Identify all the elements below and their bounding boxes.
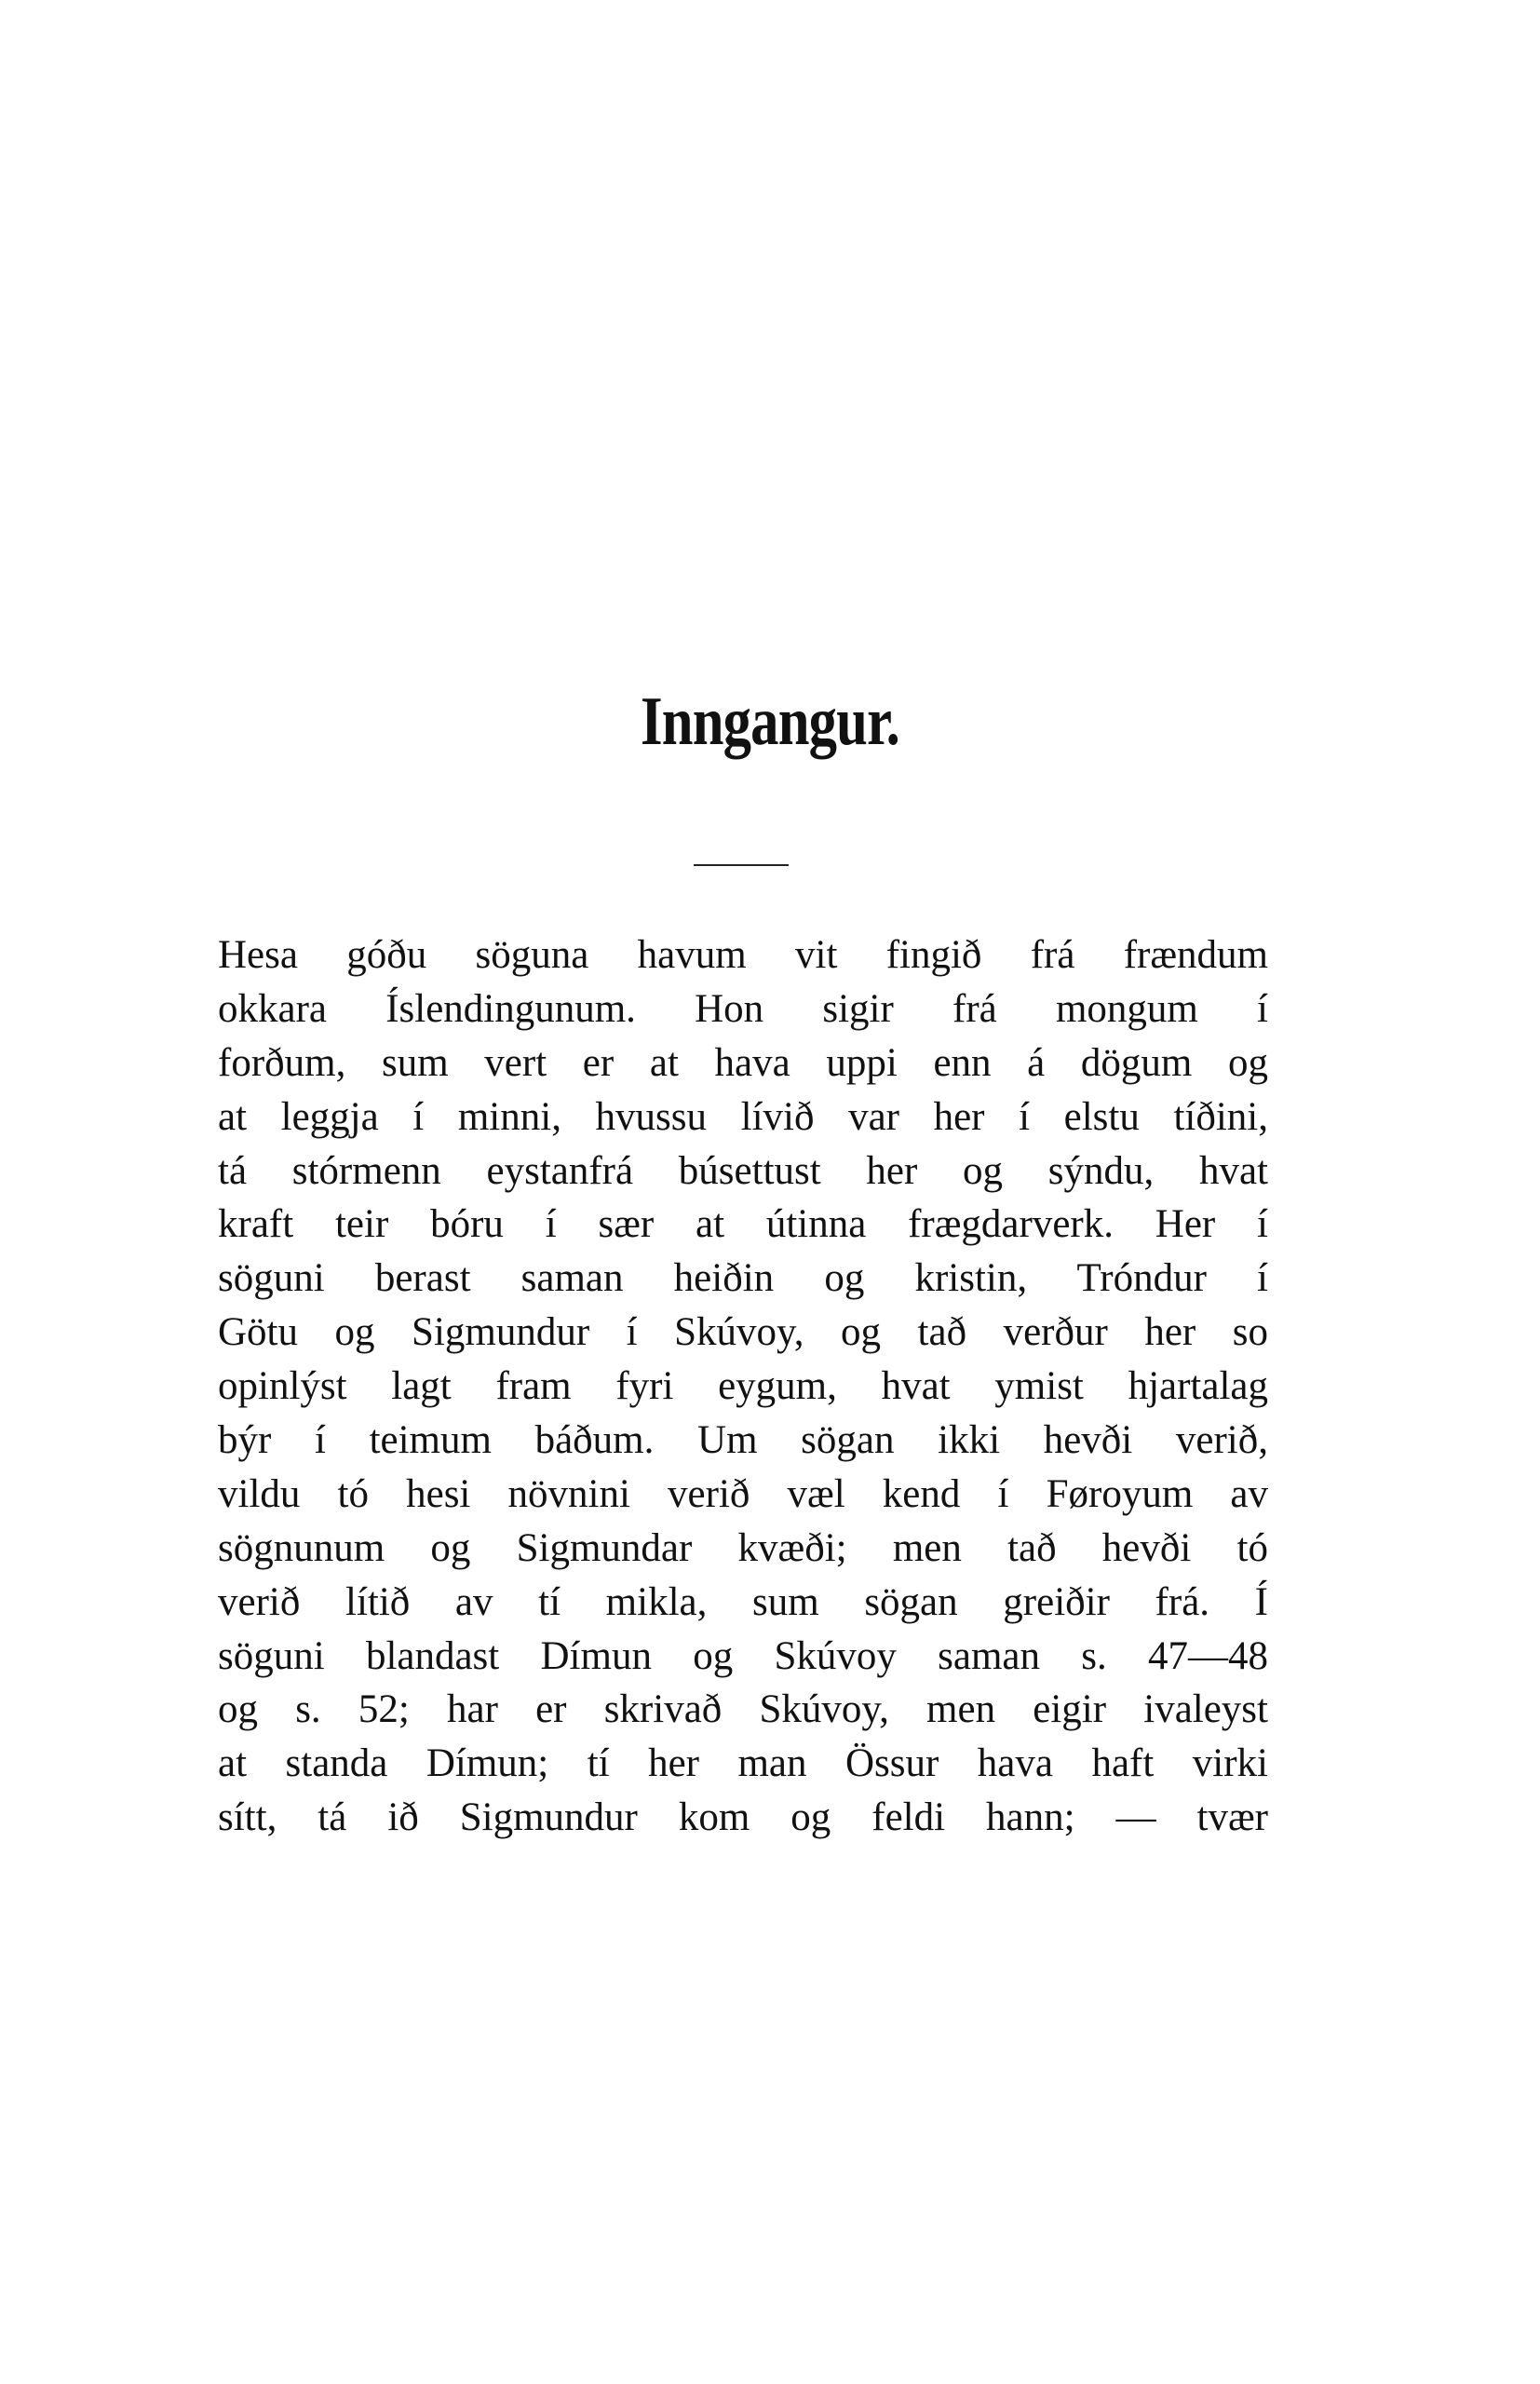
text-line: Götu og Sigmundur í Skúvoy, og tað verður her so [218,1310,1268,1355]
text-line: sögnunum og Sigmundar kvæði; men tað hevði tó [218,1525,1268,1570]
text-line: forðum, sum vert er at hava uppi enn á dögum og [218,1040,1268,1085]
text-line: at leggja í minni, hvussu lívið var her í elstu tíðini, [218,1094,1268,1139]
text-line: Hesa góðu söguna havum vit fingið frá frændum [218,933,1268,977]
text-line: tá stórmenn eystanfrá búsettust her og sýndu, hvat [218,1148,1268,1193]
text-line: verið lítið av tí mikla, sum sögan greiðir frá. Í [218,1579,1268,1624]
text-line: okkara Íslendingunum. Hon sigir frá mongum í [218,986,1268,1031]
text-line: og s. 52; har er skrivað Skúvoy, men eigir ivaleyst [218,1687,1268,1732]
text-line: kraft teir bóru í sær at útinna frægdarverk. Her í [218,1202,1268,1247]
text-line: býr í teimum báðum. Um sögan ikki hevði verið, [218,1418,1268,1463]
text-line: sítt, tá ið Sigmundur kom og feldi hann; — tvær [218,1795,1268,1840]
title-divider [694,864,789,866]
text-line: opinlýst lagt fram fyri eygum, hvat ymist hjartalag [218,1364,1268,1409]
body-paragraph [218,928,1268,1845]
text-line: at standa Dímun; tí her man Össur hava haft virki [218,1741,1268,1786]
chapter-title: Inngangur. [641,684,899,760]
text-line: vildu tó hesi növnini verið væl kend í Føroyum av [218,1471,1268,1516]
text-line: söguni blandast Dímun og Skúvoy saman s. 47—48 [218,1633,1268,1678]
text-line: söguni berast saman heiðin og kristin, Tróndur í [218,1256,1268,1301]
